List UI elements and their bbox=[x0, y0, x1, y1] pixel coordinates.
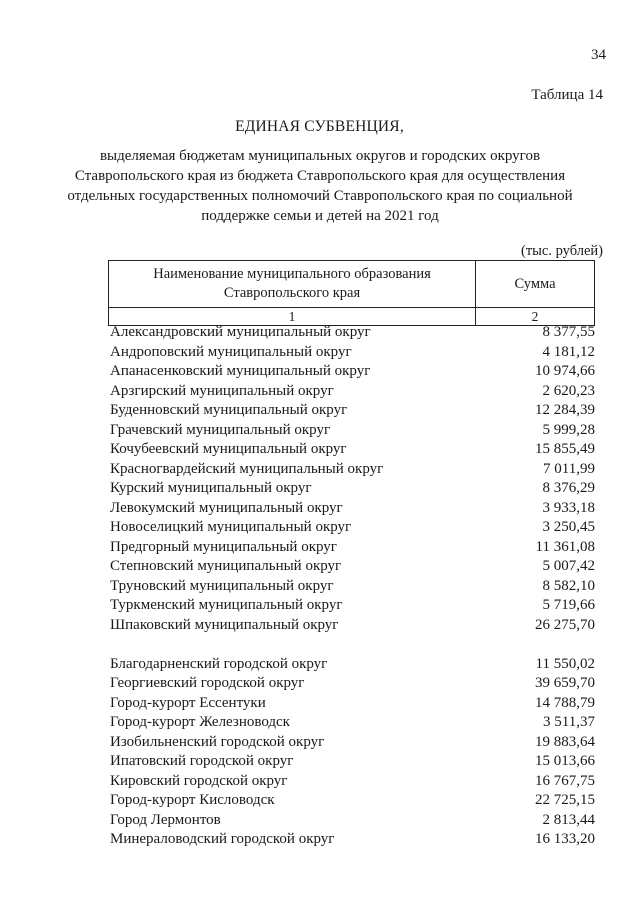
table-row bbox=[110, 811, 595, 831]
municipality-name: Красногвардейский муниципальный округ bbox=[110, 460, 384, 477]
table-row bbox=[110, 343, 595, 363]
municipality-name: Город-курорт Ессентуки bbox=[110, 694, 266, 711]
amount-value: 5 007,42 bbox=[542, 558, 595, 574]
amount-value: 2 620,23 bbox=[542, 382, 595, 399]
table-row bbox=[110, 440, 595, 460]
amount-value: 8 377,55 bbox=[542, 324, 595, 340]
header-row bbox=[109, 261, 594, 308]
municipality-name: Андроповский муниципальный округ bbox=[110, 343, 352, 360]
municipality-name: Левокумский муниципальный округ bbox=[110, 499, 343, 516]
municipality-name: Труновский муниципальный округ bbox=[110, 577, 334, 594]
amount-value: 16 767,75 bbox=[535, 772, 595, 789]
amount-value: 8 376,29 bbox=[542, 480, 595, 496]
municipality-name: Шпаковский муниципальный округ bbox=[110, 616, 339, 633]
amount-value: 16 133,20 bbox=[535, 831, 595, 847]
document-subtitle: выделяемая бюджетам муниципальных округов и городских округов Ставропольского края из бюджета Ставропольского края для осуществления отдельных государственных полномочий Ставропольского края по социальной поддержке семьи и детей на 2021 год bbox=[67, 148, 573, 224]
table-label: Таблица 14 bbox=[531, 87, 603, 103]
table-row bbox=[110, 538, 595, 558]
municipality-name: Город-курорт Кисловодск bbox=[110, 792, 275, 808]
amount-value: 12 284,39 bbox=[535, 402, 595, 418]
table-row bbox=[110, 518, 595, 538]
municipality-name: Ипатовский городской округ bbox=[110, 753, 294, 769]
table-row bbox=[110, 596, 595, 616]
column-number-2: 2 bbox=[531, 309, 539, 324]
municipality-name: Курский муниципальный округ bbox=[110, 480, 312, 496]
amount-value: 22 725,15 bbox=[535, 792, 595, 808]
table-row bbox=[110, 733, 595, 753]
amount-value: 5 999,28 bbox=[542, 421, 595, 438]
municipality-name: Изобильненский городской округ bbox=[110, 733, 325, 750]
amount-value: 5 719,66 bbox=[542, 597, 595, 613]
table-row bbox=[110, 674, 595, 694]
municipality-name: Кировский городской округ bbox=[110, 772, 288, 789]
municipality-name: Предгорный муниципальный округ bbox=[110, 538, 337, 555]
municipality-name: Новоселицкий муниципальный округ bbox=[110, 519, 352, 535]
amount-value: 11 361,08 bbox=[535, 538, 595, 555]
table-row bbox=[110, 479, 595, 499]
amount-value: 14 788,79 bbox=[535, 694, 595, 711]
table-row bbox=[110, 362, 595, 382]
municipality-name: Кочубеевский муниципальный округ bbox=[110, 441, 347, 457]
column-number-1: 1 bbox=[109, 308, 476, 325]
amount-value: 7 011,99 bbox=[543, 460, 595, 477]
municipality-name: Город-курорт Железноводск bbox=[110, 714, 290, 730]
municipality-name: Буденновский муниципальный округ bbox=[110, 402, 348, 418]
table-body bbox=[110, 323, 595, 850]
table-row bbox=[110, 382, 595, 402]
amount-value: 4 181,12 bbox=[542, 343, 595, 360]
amount-value: 10 974,66 bbox=[535, 363, 595, 379]
table-row bbox=[110, 323, 595, 343]
document-title: ЕДИНАЯ СУБВЕНЦИЯ, bbox=[235, 118, 404, 135]
table-row bbox=[110, 655, 595, 675]
header-name: Наименование муниципального образования Ставропольского края bbox=[109, 261, 476, 307]
table-row bbox=[110, 499, 595, 519]
table-row bbox=[110, 830, 595, 850]
municipality-name: Благодарненский городской округ bbox=[110, 655, 328, 672]
municipality-name: Апанасенковский муниципальный округ bbox=[110, 363, 371, 379]
amount-value: 15 855,49 bbox=[535, 441, 595, 457]
municipality-name: Грачевский муниципальный округ bbox=[110, 421, 331, 438]
municipality-name: Георгиевский городской округ bbox=[110, 675, 305, 691]
table-row bbox=[110, 577, 595, 597]
header-sum: Сумма bbox=[514, 275, 556, 292]
amount-value: 19 883,64 bbox=[535, 733, 595, 750]
table-row bbox=[110, 772, 595, 792]
page-number: 34 bbox=[591, 47, 606, 63]
amount-value: 15 013,66 bbox=[535, 753, 595, 769]
table-row bbox=[110, 460, 595, 480]
amount-value: 8 582,10 bbox=[542, 577, 595, 594]
amount-value: 3 511,37 bbox=[543, 714, 595, 730]
table-row bbox=[110, 421, 595, 441]
amount-value: 3 250,45 bbox=[542, 519, 595, 535]
table-row bbox=[110, 694, 595, 714]
municipality-name: Арзгирский муниципальный округ bbox=[110, 382, 334, 399]
municipality-name: Туркменский муниципальный округ bbox=[110, 597, 343, 613]
table-row bbox=[110, 616, 595, 636]
municipality-name: Минераловодский городской округ bbox=[110, 831, 335, 847]
amount-value: 26 275,70 bbox=[535, 616, 595, 633]
section-gap bbox=[110, 635, 595, 655]
municipality-name: Александровский муниципальный округ bbox=[110, 324, 371, 340]
table-header bbox=[108, 260, 595, 326]
amount-value: 39 659,70 bbox=[535, 675, 595, 691]
table-row bbox=[110, 713, 595, 733]
amount-value: 2 813,44 bbox=[542, 811, 595, 828]
units-label: (тыс. рублей) bbox=[521, 243, 603, 259]
table-row bbox=[110, 752, 595, 772]
table-row bbox=[110, 791, 595, 811]
table-row bbox=[110, 557, 595, 577]
municipality-name: Степновский муниципальный округ bbox=[110, 558, 342, 574]
amount-value: 3 933,18 bbox=[542, 499, 595, 516]
municipality-name: Город Лермонтов bbox=[110, 811, 221, 828]
amount-value: 11 550,02 bbox=[535, 655, 595, 672]
table-row bbox=[110, 401, 595, 421]
